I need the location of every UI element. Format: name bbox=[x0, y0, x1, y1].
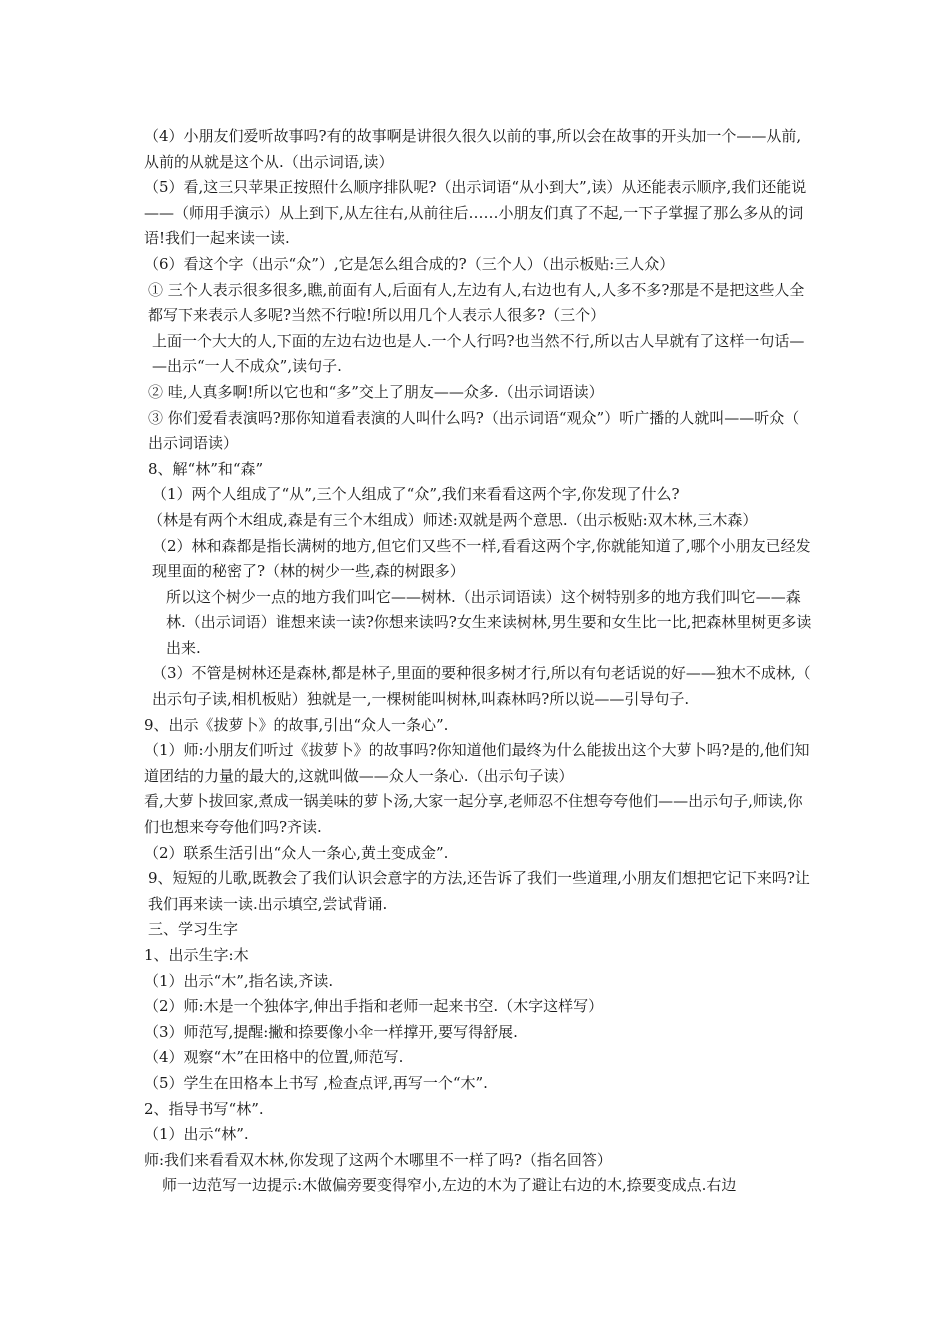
paragraph: 师:我们来看看双木林,你发现了这两个木哪里不一样了吗?（指名回答） bbox=[144, 1150, 612, 1169]
paragraph: （5）学生在田格本上书写 ,检查点评,再写一个“木”. bbox=[144, 1073, 488, 1092]
paragraph: 1、出示生字:木 bbox=[144, 946, 249, 964]
paragraph: （2）师:木是一个独体字,伸出手指和老师一起来书空.（木字这样写） bbox=[144, 997, 604, 1016]
paragraph: （5）看,这三只苹果正按照什么顺序排队呢?（出示词语“从小到大”,读）从还能表示顺序,我们还能说——（师用手演示）从上到下,从左往右,从前往后……小朋友们真了不起,一下子掌握了那么多从的词语!我们一起来读一读. bbox=[144, 178, 807, 248]
document-body bbox=[144, 124, 814, 1199]
paragraph: （2）联系生活引出“众人一条心,黄土变成金”. bbox=[144, 843, 449, 862]
paragraph: 9、出示《拔萝卜》的故事,引出“众人一条心”. bbox=[144, 715, 449, 734]
paragraph: 8、解“林”和“森” bbox=[148, 459, 264, 478]
paragraph: （林是有两个木组成,森是有三个木组成）师述:双就是两个意思.（出示板贴:双木林,三木森） bbox=[148, 510, 758, 529]
paragraph: 所以这个树少一点的地方我们叫它——树林.（出示词语读）这个树特别多的地方我们叫它——森林.（出示词语）谁想来读一读?你想来读吗?女生来读树林,男生要和女生比一比,把森林里树更多读出来. bbox=[166, 587, 812, 657]
paragraph: （6）看这个字（出示“众”）,它是怎么组合成的?（三个人）（出示板贴:三人众） bbox=[144, 254, 675, 273]
paragraph: 2、指导书写“林”. bbox=[144, 1099, 264, 1118]
paragraph: （4）小朋友们爱听故事吗?有的故事啊是讲很久很久以前的事,所以会在故事的开头加一个——从前,从前的从就是这个从.（出示词语,读） bbox=[144, 127, 802, 171]
paragraph: ② 哇,人真多啊!所以它也和“多”交上了朋友——众多.（出示词语读） bbox=[148, 382, 604, 401]
paragraph: 上面一个大大的人,下面的左边右边也是人.一个人行吗?也当然不行,所以古人早就有了这样一句话——出示“一人不成众”,读句子. bbox=[152, 331, 805, 376]
paragraph: （2）林和森都是指长满树的地方,但它们又些不一样,看看这两个字,你就能知道了,哪个小朋友已经发现里面的秘密了?（林的树少一些,森的树跟多） bbox=[152, 536, 811, 581]
paragraph: ③ 你们爱看表演吗?那你知道看表演的人叫什么吗?（出示词语“观众”）听广播的人就叫——听众（出示词语读） bbox=[148, 408, 800, 453]
paragraph: 三、学习生字 bbox=[148, 920, 239, 939]
paragraph: （1）出示“木”,指名读,齐读. bbox=[144, 971, 334, 990]
paragraph: 师一边范写一边提示:木做偏旁要变得窄小,左边的木为了避让右边的木,捺要变成点.右边 bbox=[162, 1176, 737, 1195]
paragraph: 看,大萝卜拔回家,煮成一锅美味的萝卜汤,大家一起分享,老师忍不住想夸夸他们——出示句子,师读,你们也想来夸夸他们吗?齐读. bbox=[144, 792, 803, 837]
paragraph: （3）不管是树林还是森林,都是林子,里面的要种很多树才行,所以有句老话说的好——独木不成林,（出示句子读,相机板贴）独就是一,一棵树能叫树林,叫森林吗?所以说——引导句子. bbox=[152, 664, 811, 709]
paragraph: （1）两个人组成了“从”,三个人组成了“众”,我们来看看这两个字,你发现了什么? bbox=[152, 485, 680, 504]
paragraph: ① 三个人表示很多很多,瞧,前面有人,后面有人,左边有人,右边也有人,人多不多?那是不是把这些人全都写下来表示人多呢?当然不行啦!所以用几个人表示人很多?（三个） bbox=[148, 280, 805, 325]
paragraph: （4）观察“木”在田格中的位置,师范写. bbox=[144, 1048, 404, 1067]
paragraph: （3）师范写,提醒:撇和捺要像小伞一样撑开,要写得舒展. bbox=[144, 1022, 518, 1041]
paragraph: （1）师:小朋友们听过《拔萝卜》的故事吗?你知道他们最终为什么能拔出这个大萝卜吗?是的,他们知道团结的力量的最大的,这就叫做——众人一条心.（出示句子读） bbox=[144, 741, 810, 785]
paragraph: 9、短短的儿歌,既教会了我们认识会意字的方法,还告诉了我们一些道理,小朋友们想把它记下来吗?让我们再来读一读.出示填空,尝试背诵. bbox=[148, 869, 810, 913]
paragraph: （1）出示“林”. bbox=[144, 1125, 249, 1144]
